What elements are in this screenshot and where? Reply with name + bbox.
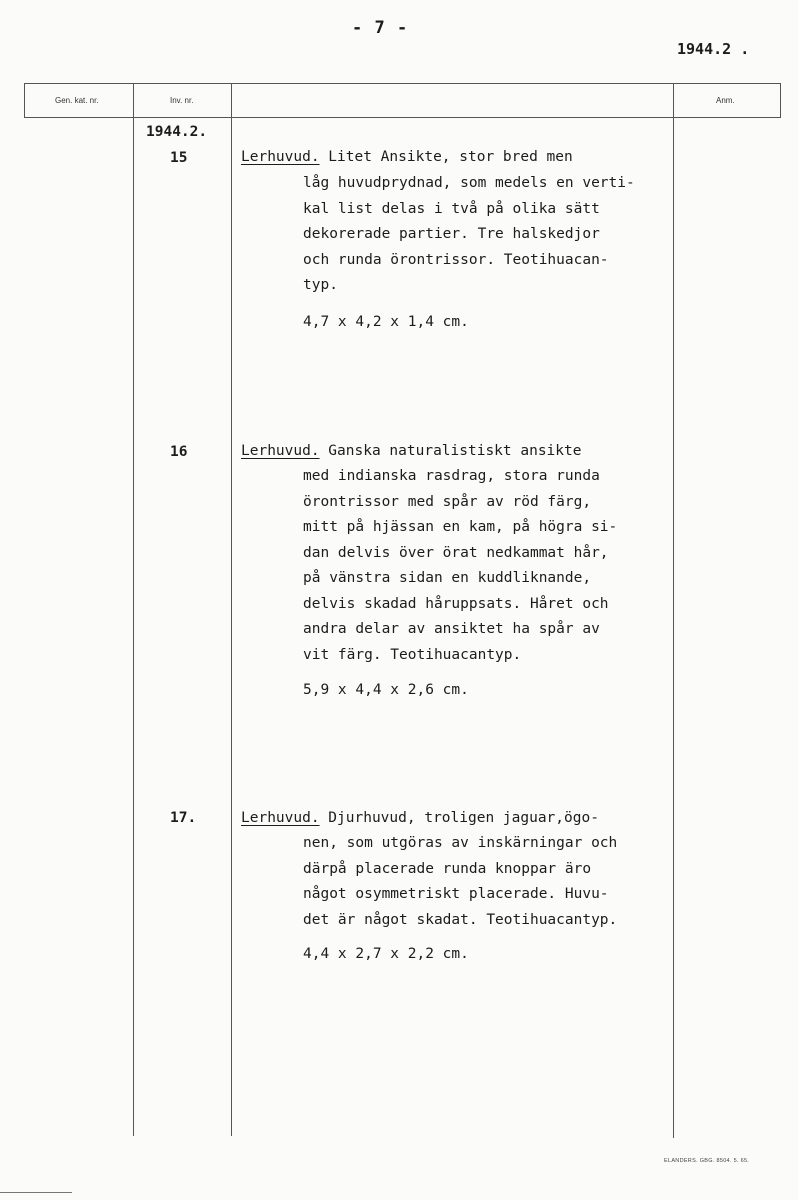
entry-description [303,831,617,933]
description-line: det är något skadat. Teotihuacantyp. [303,911,618,928]
description-line: delvis skadad håruppsats. Håret och [303,595,609,612]
entry-inv-number: 15 [170,150,188,166]
entry-heading: Lerhuvud. [241,149,320,165]
column-divider-right [780,83,781,118]
entry-first-line-text: Litet Ansikte, stor bred men [319,149,573,165]
description-line: andra delar av ansiktet ha spår av [303,621,600,637]
entry-first-line-text: Ganska naturalistiskt ansikte [319,443,582,459]
description-line: och runda örontrissor. Teotihuacan- [303,251,609,268]
description-line: kal list delas i två på olika sätt [303,200,600,217]
column-header-anm: Anm. [716,96,735,105]
description-line: något osymmetriskt placerade. Huvu- [303,886,609,902]
entry-first-line [241,439,581,465]
page-number: - 7 - [352,18,409,38]
entry-heading: Lerhuvud. [241,810,320,826]
description-line: dekorerade partier. Tre halskedjor [303,226,600,242]
column-divider-text [231,83,232,1136]
description-line: vit färg. Teotihuacantyp. [303,646,522,663]
column-divider-gen [24,83,25,118]
description-line: därpå placerade runda knoppar äro [303,860,592,877]
header-bottom-rule [24,117,781,118]
description-line: mitt på hjässan en kam, på högra si- [303,519,618,535]
description-line: örontrissor med spår av röd färg, [303,493,592,510]
column-header-inv-nr: Inv. nr. [170,96,194,105]
entry-first-line [241,806,599,832]
entry-dimensions: 5,9 x 4,4 x 2,6 cm. [303,682,469,698]
description-line: med indianska rasdrag, stora runda [303,468,600,484]
column-divider-inv [133,83,134,1136]
header-year: 1944.2 . [677,40,750,58]
corner-rule [0,1192,72,1193]
entry-description [303,171,635,299]
entry-description [303,464,617,668]
description-line: på vänstra sidan en kuddliknande, [303,570,592,586]
description-line: låg huvudprydnad, som medels en verti- [303,175,635,191]
entry-dimensions: 4,4 x 2,7 x 2,2 cm. [303,946,469,962]
entry-dimensions: 4,7 x 4,2 x 1,4 cm. [303,314,469,330]
column-divider-anm [673,83,674,1138]
entry-first-line [241,145,573,171]
entry-first-line-text: Djurhuvud, troligen jaguar,ögo- [319,810,599,826]
description-line: nen, som utgöras av inskärningar och [303,835,618,851]
description-line: typ. [303,277,338,293]
entry-inv-number: 17. [170,810,197,826]
entry-inv-number: 16 [170,444,188,460]
printer-mark: ELANDERS. GBG. 8504. 5. 65. [664,1158,750,1164]
column-header-gen-kat-nr: Gen. kat. nr. [55,96,99,105]
series-label: 1944.2. [146,124,208,140]
description-line: dan delvis över örat nedkammat hår, [303,544,609,561]
top-rule [24,83,781,84]
entry-heading: Lerhuvud. [241,443,320,459]
